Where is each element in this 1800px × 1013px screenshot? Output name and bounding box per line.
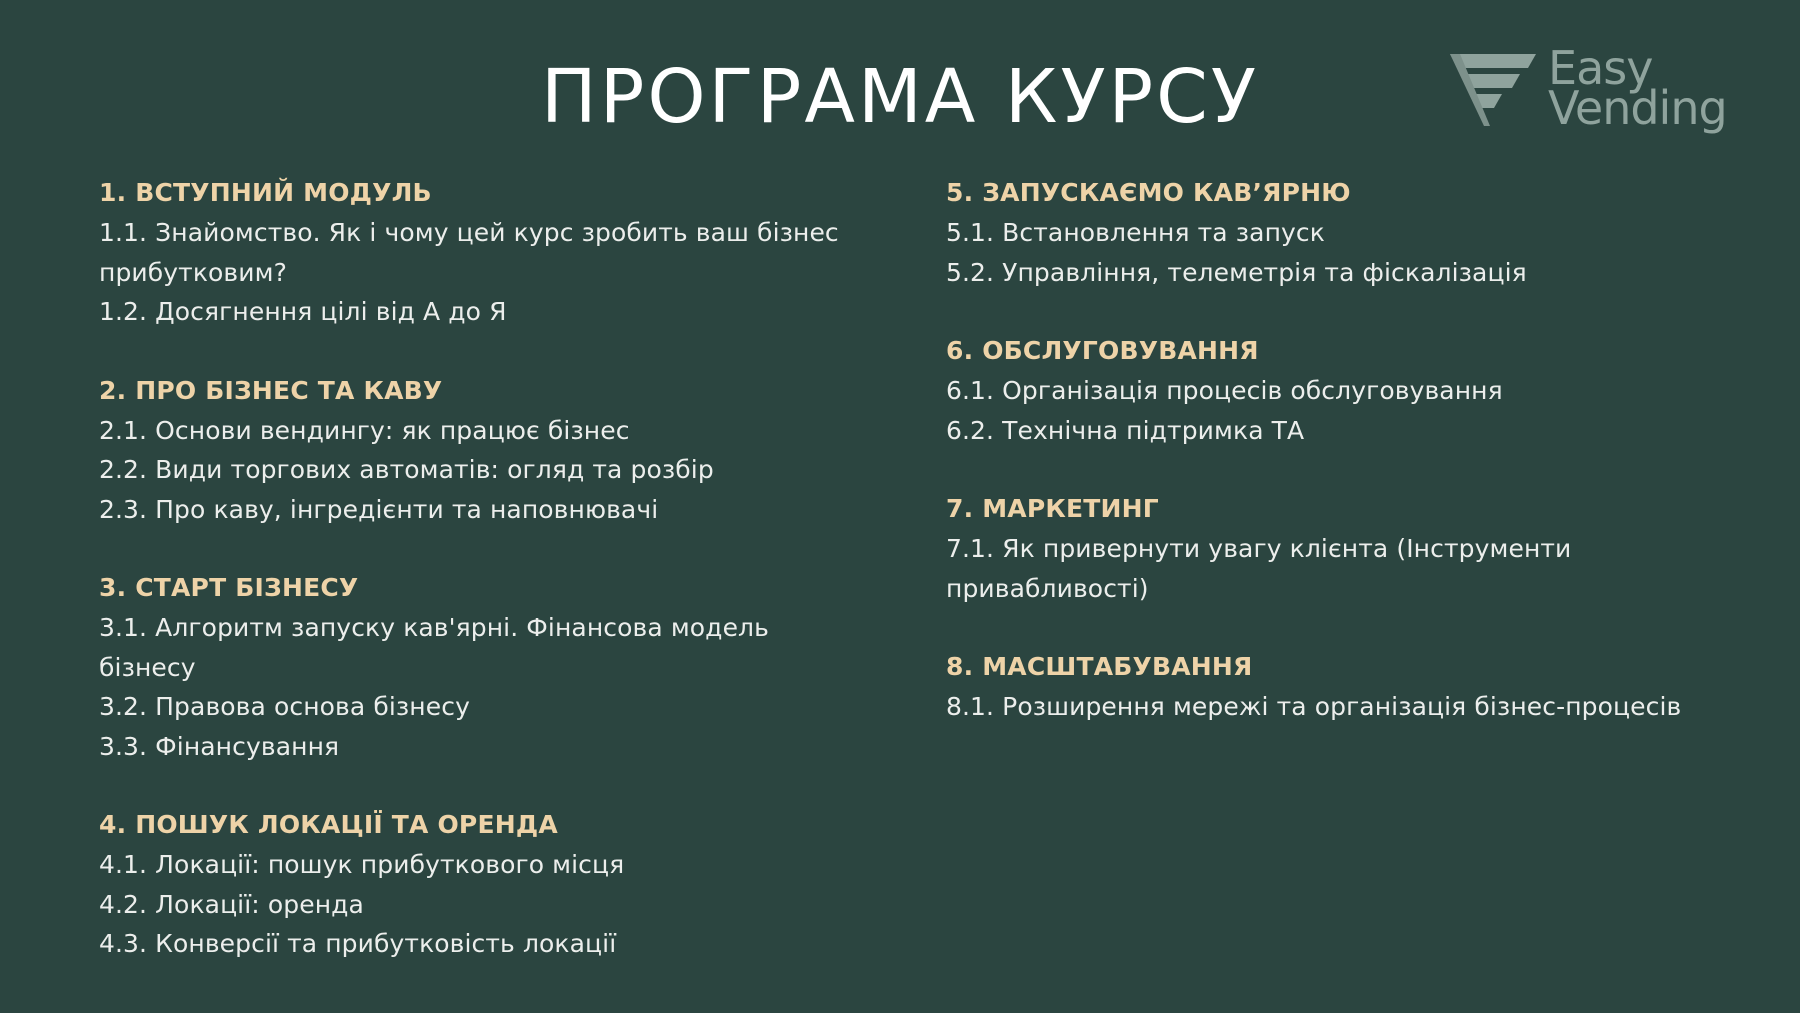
lesson-item: 3.2. Правова основа бізнесу — [99, 692, 470, 721]
module-title: 6. ОБСЛУГОВУВАННЯ — [946, 336, 1259, 365]
lesson-item: 6.2. Технічна підтримка ТА — [946, 415, 1305, 445]
module-5 — [946, 173, 1766, 292]
lesson-item: 4.2. Локації: оренда — [99, 889, 364, 919]
module-title: 5. ЗАПУСКАЄМО КАВ’ЯРНЮ — [946, 178, 1351, 207]
modules-column-right — [946, 173, 1766, 766]
modules-column-left — [99, 173, 859, 1003]
easy-vending-logo-icon — [1450, 50, 1540, 130]
module-4 — [99, 805, 859, 964]
module-title: 4. ПОШУК ЛОКАЦІЇ ТА ОРЕНДА — [99, 810, 558, 839]
lesson-item: 3.1. Алгоритм запуску кав'ярні. Фінансова модель бізнесу — [99, 613, 769, 682]
module-title: 8. МАСШТАБУВАННЯ — [946, 652, 1253, 681]
module-2 — [99, 371, 859, 530]
lesson-item: 4.1. Локації: пошук прибуткового місця — [99, 850, 625, 879]
module-8 — [946, 647, 1766, 727]
module-title: 3. СТАРТ БІЗНЕСУ — [99, 573, 359, 602]
brand-logo — [1450, 41, 1740, 148]
lesson-item: 1.2. Досягнення цілі від А до Я — [99, 297, 507, 326]
lesson-item: 8.1. Розширення мережі та організація бізнес-процесів — [946, 692, 1682, 721]
lesson-item: 3.3. Фінансування — [99, 731, 340, 761]
lesson-item: 1.1. Знайомство. Як і чому цей курс зробить ваш бізнес прибутковим? — [99, 218, 839, 287]
lesson-item: 4.3. Конверсії та прибутковість локації — [99, 929, 617, 958]
logo-text-line2: Vending — [1548, 81, 1727, 135]
lesson-item: 2.3. Про каву, інгредієнти та наповнювачі — [99, 494, 659, 524]
lesson-item: 2.2. Види торгових автоматів: огляд та розбір — [99, 455, 714, 484]
module-title: 1. ВСТУПНИЙ МОДУЛЬ — [99, 178, 432, 207]
module-3 — [99, 568, 859, 766]
lesson-item: 6.1. Організація процесів обслуговування — [946, 376, 1503, 405]
module-title: 2. ПРО БІЗНЕС ТА КАВУ — [99, 375, 443, 405]
logo-text-line1: Easy — [1548, 41, 1653, 95]
module-6 — [946, 331, 1766, 450]
lesson-item: 7.1. Як привернути увагу клієнта (Інструменти привабливості) — [946, 534, 1572, 603]
module-7 — [946, 489, 1766, 608]
lesson-item: 5.1. Встановлення та запуск — [946, 218, 1325, 247]
lesson-item: 2.1. Основи вендингу: як працює бізнес — [99, 415, 630, 445]
module-1 — [99, 173, 859, 332]
module-title: 7. МАРКЕТИНГ — [946, 494, 1159, 523]
logo-wordmark — [1548, 41, 1727, 135]
lesson-item: 5.2. Управління, телеметрія та фіскалізація — [946, 257, 1527, 287]
page-title: ПРОГРАМА КУРСУ — [541, 54, 1259, 140]
